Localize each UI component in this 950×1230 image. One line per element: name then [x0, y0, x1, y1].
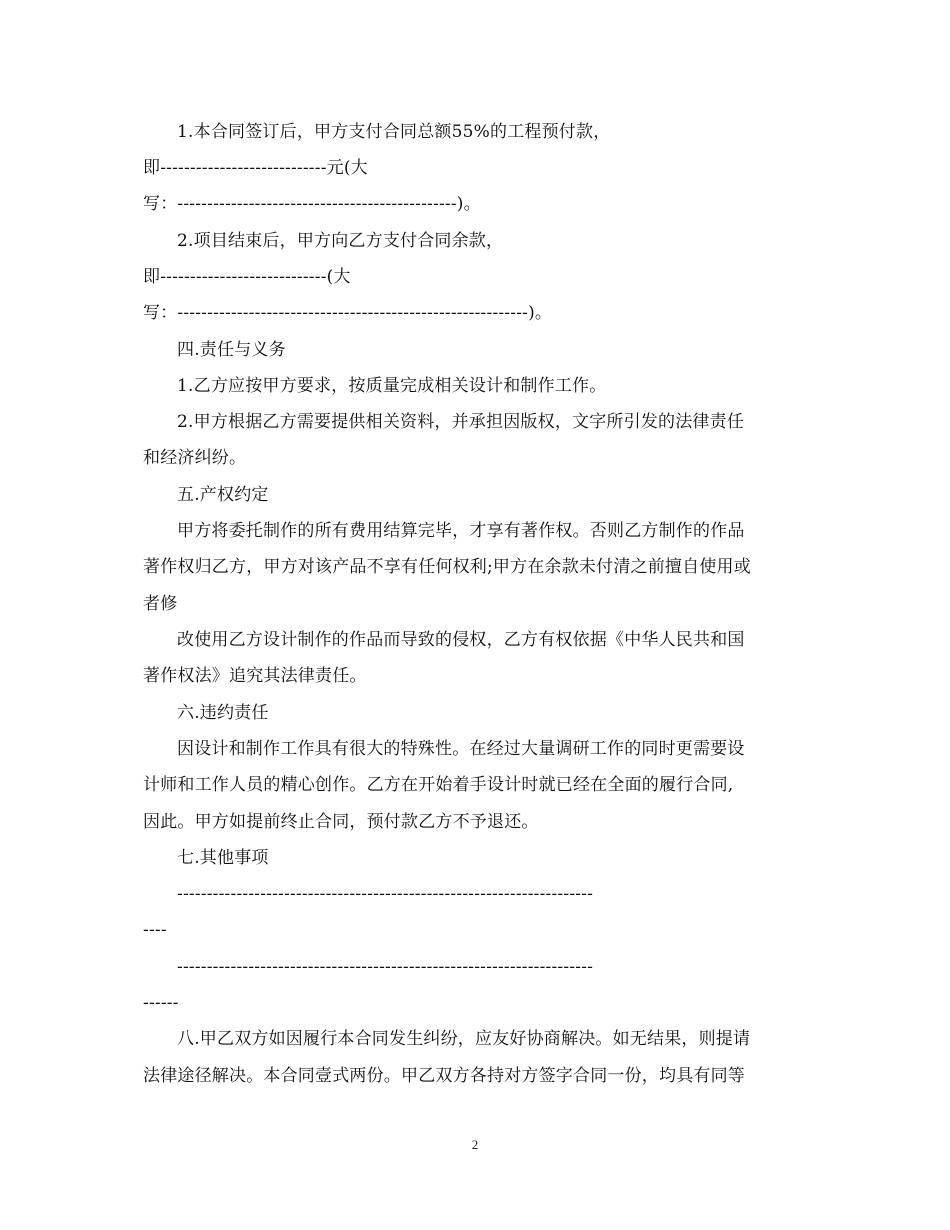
section-heading-responsibilities: 四.责任与义务 [177, 340, 286, 360]
responsibility-clause-2: 2.甲方根据乙方需要提供相关资料，并承担因版权，文字所引发的法律责任 [177, 412, 745, 432]
breach-text-3: 因此。甲方如提前终止合同，预付款乙方不予退还。 [143, 812, 539, 832]
responsibility-clause-1: 1.乙方应按甲方要求，按质量完成相关设计和制作工作。 [177, 376, 607, 396]
property-text-4: 改使用乙方设计制作的作品而导致的侵权，乙方有权依据《中华人民共和国 [177, 630, 745, 650]
responsibility-clause-2-cont: 和经济纠纷。 [143, 448, 247, 468]
blank-line-1: ---------------------------------------------------------------------- [177, 884, 594, 904]
dispute-text-2: 法律途径解决。本合同壹式两份。甲乙双方各持对方签字合同一份，均具有同等 [143, 1066, 745, 1086]
balance-capital-line: 写：-----------------------------------------------------------)。 [143, 303, 553, 323]
breach-text-1: 因设计和制作工作具有很大的特殊性。在经过大量调研工作的同时更需要设 [177, 739, 745, 759]
payment-clause-2: 2.项目结束后，甲方向乙方支付合同余款， [177, 231, 504, 251]
blank-line-2: ---------------------------------------------------------------------- [177, 957, 594, 977]
page-number: 2 [471, 1137, 479, 1152]
property-text-2: 著作权归乙方，甲方对该产品不享有任何权利;甲方在余款未付清之前擅自使用或 [143, 557, 751, 577]
payment-capital-line: 写：-----------------------------------------------)。 [143, 194, 481, 214]
payment-clause-1: 1.本合同签订后，甲方支付合同总额55%的工程预付款， [177, 122, 611, 142]
dispute-text-1: 八.甲乙双方如因履行本合同发生纠纷，应友好协商解决。如无结果，则提请 [177, 1029, 751, 1049]
blank-line-2-cont: ------ [143, 993, 179, 1013]
section-heading-other: 七.其他事项 [177, 848, 269, 868]
balance-amount-line: 即----------------------------(大 [143, 267, 351, 287]
blank-line-1-cont: ---- [143, 920, 167, 940]
section-heading-breach: 六.违约责任 [177, 703, 269, 723]
property-text-5: 著作权法》追究其法律责任。 [143, 666, 367, 686]
breach-text-2: 计师和工作人员的精心创作。乙方在开始着手设计时就已经在全面的履行合同, [143, 775, 734, 795]
payment-amount-line: 即----------------------------元(大 [143, 158, 368, 178]
property-text-1: 甲方将委托制作的所有费用结算完毕，才享有著作权。否则乙方制作的作品 [177, 521, 745, 541]
property-text-3: 者修 [143, 594, 178, 614]
section-heading-property: 五.产权约定 [177, 485, 269, 505]
